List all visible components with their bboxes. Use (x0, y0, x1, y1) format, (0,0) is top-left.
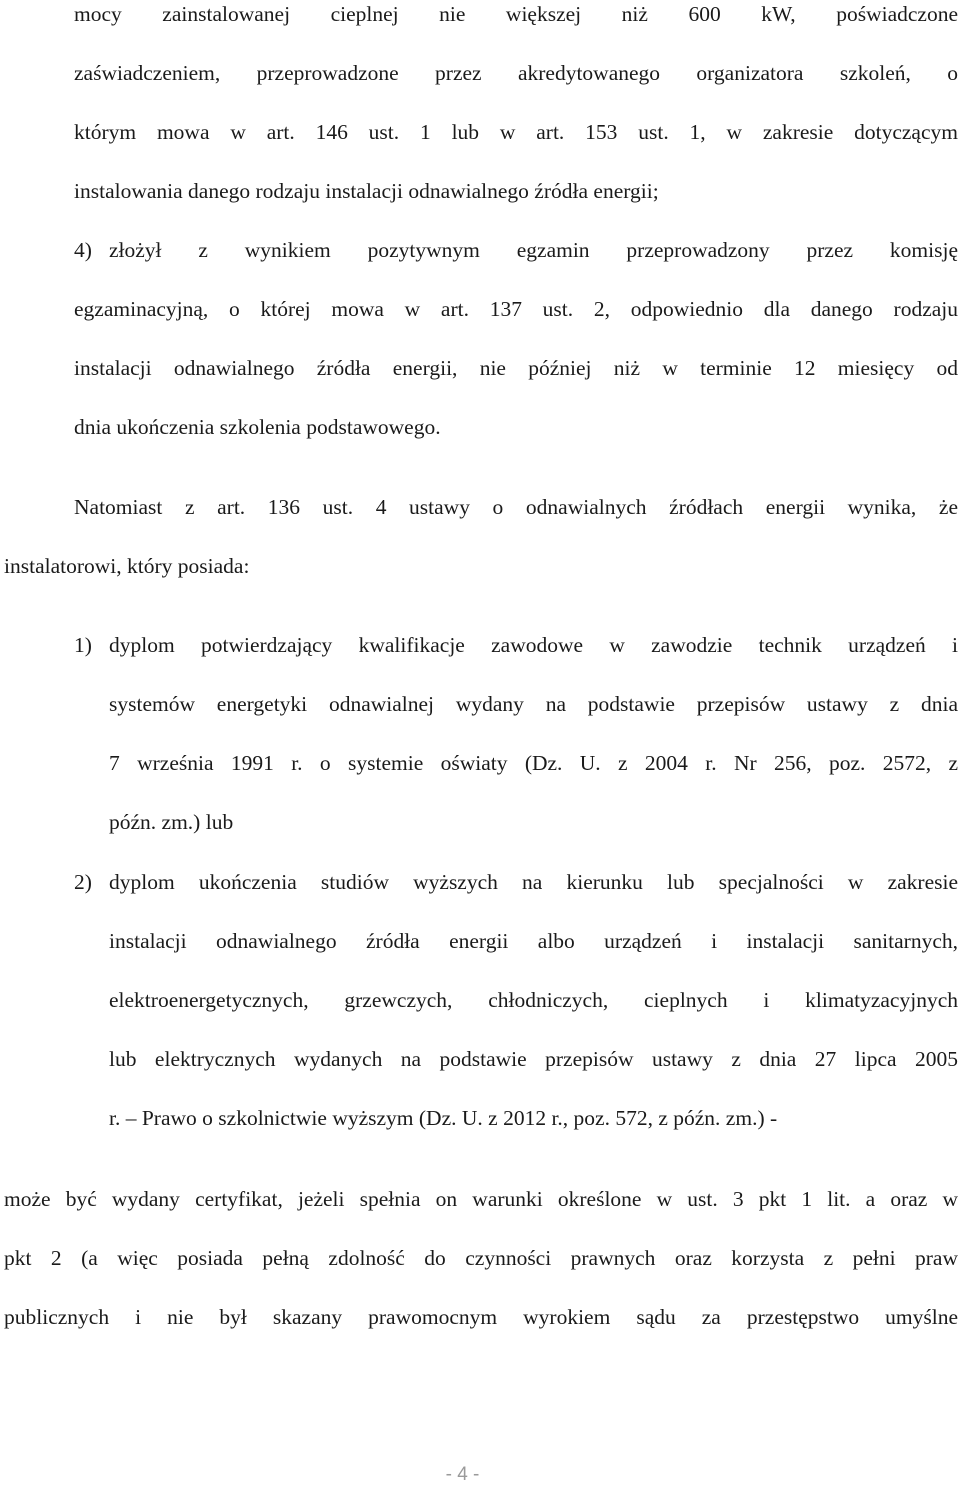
list-item-line: elektroenergetycznych, grzewczych, chłodniczych, cieplnych i klimatyzacyjnych (109, 988, 958, 1012)
list-item-line: dyplom ukończenia studiów wyższych na kierunku lub specjalności w zakresie (109, 870, 958, 894)
text-line: zaświadczeniem, przeprowadzone przez akredytowanego organizatora szkoleń, o (74, 61, 958, 85)
paragraph-line: publicznych i nie był skazany prawomocnym wyrokiem sądu za przestępstwo umyślne (4, 1305, 958, 1329)
list-item-line: 7 września 1991 r. o systemie oświaty (Dz. U. z 2004 r. Nr 256, poz. 2572, z (109, 751, 958, 775)
paragraph-line: pkt 2 (a więc posiada pełną zdolność do czynności prawnych oraz korzysta z pełni praw (4, 1246, 958, 1270)
list-item-line: instalacji odnawialnego źródła energii albo urządzeń i instalacji sanitarnych, (109, 929, 958, 953)
list-item-line: lub elektrycznych wydanych na podstawie przepisów ustawy z dnia 27 lipca 2005 (109, 1047, 958, 1071)
text-line: dnia ukończenia szkolenia podstawowego. (74, 415, 441, 439)
text-line: złożył z wynikiem pozytywnym egzamin przeprowadzony przez komisję (109, 238, 958, 262)
paragraph-line: instalatorowi, który posiada: (4, 554, 250, 578)
page-number: - 4 - (445, 1464, 480, 1485)
list-item-line: r. – Prawo o szkolnictwie wyższym (Dz. U. z 2012 r., poz. 572, z późn. zm.) - (109, 1106, 778, 1130)
list-item-number: 2) (74, 870, 92, 894)
list-item-line: późn. zm.) lub (109, 810, 234, 834)
text-line: instalowania danego rodzaju instalacji odnawialnego źródła energii; (74, 179, 659, 203)
list-item-number: 1) (74, 633, 92, 657)
text-line: mocy zainstalowanej cieplnej nie większej niż 600 kW, poświadczone (74, 2, 958, 26)
text-line: którym mowa w art. 146 ust. 1 lub w art. 153 ust. 1, w zakresie dotyczącym (74, 120, 958, 144)
paragraph-line: może być wydany certyfikat, jeżeli spełnia on warunki określone w ust. 3 pkt 1 lit. a oraz w (4, 1187, 958, 1211)
text-line: instalacji odnawialnego źródła energii, nie później niż w terminie 12 miesięcy od (74, 356, 958, 380)
text-line: egzaminacyjną, o której mowa w art. 137 ust. 2, odpowiednio dla danego rodzaju (74, 297, 958, 321)
list-item-number: 4) (74, 238, 92, 262)
list-item-line: dyplom potwierdzający kwalifikacje zawodowe w zawodzie technik urządzeń i (109, 633, 958, 657)
paragraph-line: Natomiast z art. 136 ust. 4 ustawy o odnawialnych źródłach energii wynika, że (74, 495, 958, 519)
list-item-line: systemów energetyki odnawialnej wydany na podstawie przepisów ustawy z dnia (109, 692, 958, 716)
